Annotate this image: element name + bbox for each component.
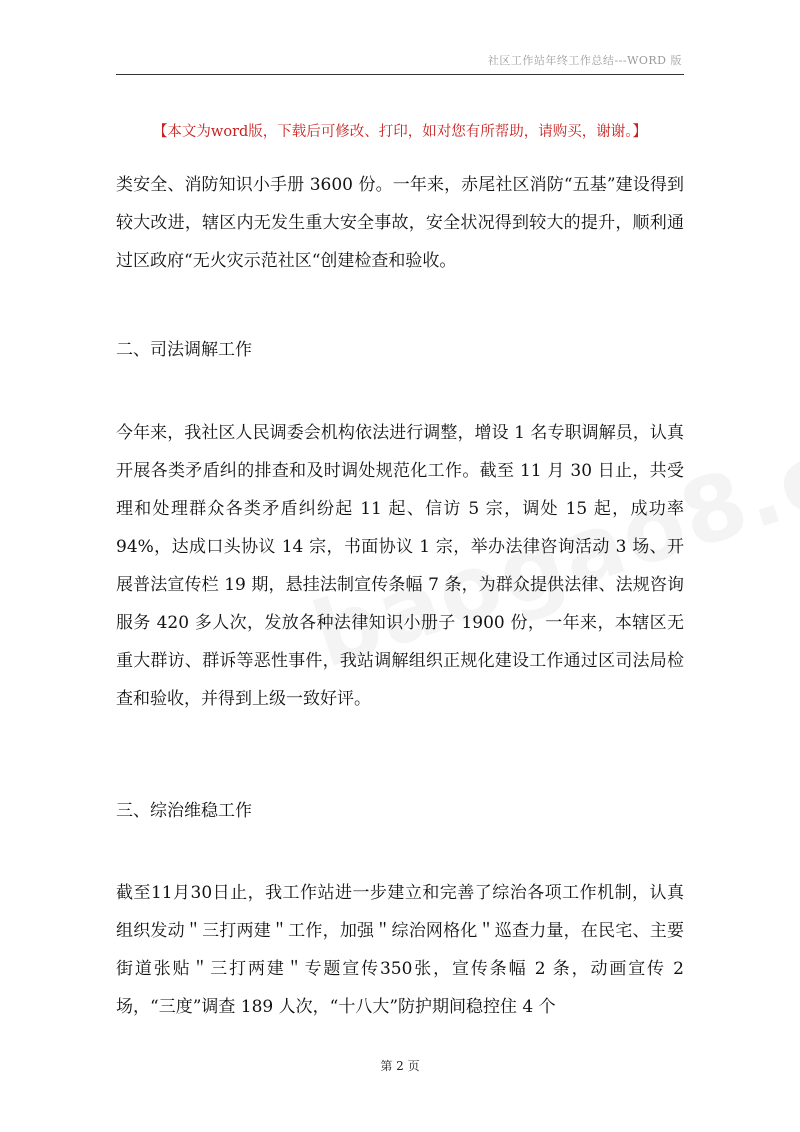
header-divider [116, 74, 684, 75]
section-heading-stability: 三、综治维稳工作 [116, 801, 252, 821]
header-title: 社区工作站年终工作总结---WORD 版 [487, 54, 682, 67]
purchase-notice: 【本文为word版，下载后可修改、打印，如对您有所帮助，请购买，谢谢。】 [152, 124, 648, 140]
paragraph-fire-safety: 类安全、消防知识小手册 3600 份。一年来，赤尾社区消防“五基”建设得到较大改进，辖区内无发生重大安全事故，安全状况得到较大的提升，顺利通过区政府“无火灾示范社区“创建检查和验收。 [116, 175, 684, 271]
section-heading-judicial-mediation: 二、司法调解工作 [116, 340, 252, 360]
paragraph-judicial-mediation: 今年来，我社区人民调委会机构依法进行调整，增设 1 名专职调解员，认真开展各类矛盾纠的排查和及时调处规范化工作。截至 11 月 30 日止，共受理和处理群众各类矛盾纠纷起 11 起、信访 5 宗，调处 15 起，成功率 94%，达成口头协议 14 宗，书面协议 1 宗，举办法律咨询活动 3 场、开展普法宣传栏 19 期，悬挂法制宣传条幅 7 条，为群众提供法律、法规咨询服务 420 多人次，发放各种法律知识小册子 1900 份，一年来，本辖区无重大群访、群诉等恶性事件，我站调解组织正规化建设工作通过区司法局检查和验收，并得到上级一致好评。 [116, 423, 684, 709]
page-number: 第 2 页 [380, 1059, 420, 1073]
paragraph-stability: 截至11月30日止，我工作站进一步建立和完善了综治各项工作机制，认真组织发动＂三打两建＂工作，加强＂综治网格化＂巡查力量，在民宅、主要街道张贴＂三打两建＂专题宣传350张，宣传条幅 2 条，动画宣传 2 场，“三度”调查 189 人次，“十八大”防护期间稳控住 4 个 [116, 883, 684, 1017]
